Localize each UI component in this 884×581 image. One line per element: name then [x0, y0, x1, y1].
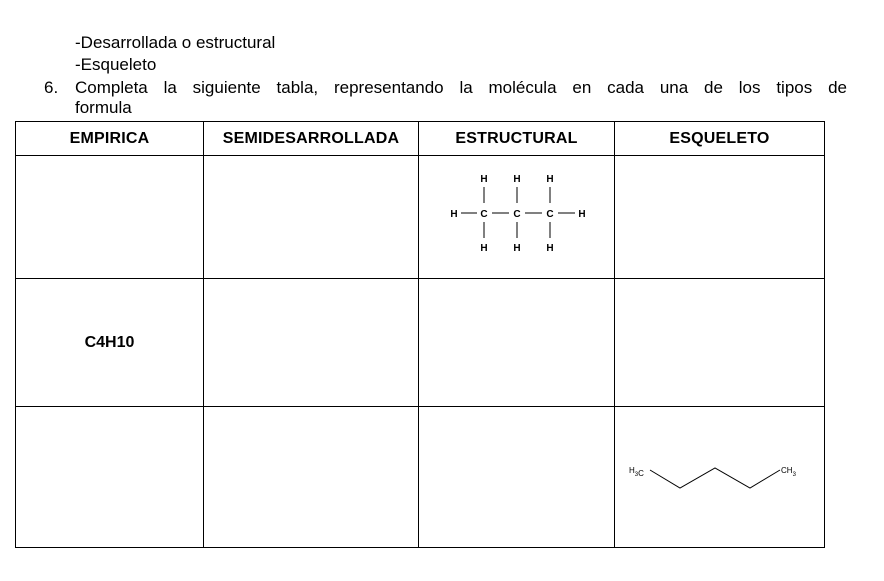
structural-formula-cell — [419, 156, 615, 279]
question-text: Completa la siguiente tabla, representando la molécula en cada una de los tipos de — [75, 78, 847, 97]
atom-label: C — [479, 208, 488, 220]
carbon-chain — [650, 468, 780, 488]
table-row — [16, 156, 825, 279]
table-row — [16, 407, 825, 548]
table-cell — [204, 407, 419, 548]
group-label-right: $CH_3$ — [780, 465, 796, 478]
formula-table — [15, 121, 825, 548]
skeletal-formula-cell — [615, 407, 825, 548]
atom-label: C — [545, 208, 554, 220]
atom-label: H — [545, 173, 554, 185]
skeletal-formula-diagram — [625, 450, 815, 500]
table-cell — [204, 156, 419, 279]
atom-label: H — [512, 242, 521, 254]
empirical-formula-cell: C4H10 — [16, 279, 204, 407]
table-cell — [204, 279, 419, 407]
atom-label: H — [512, 173, 521, 185]
header-semidesarrollada: SEMIDESARROLLADA — [204, 122, 419, 156]
list-item-esqueleto: -Esqueleto — [75, 55, 157, 74]
header-empirica: EMPIRICA — [16, 122, 204, 156]
atom-label: C — [512, 208, 521, 220]
question-number: 6. — [44, 78, 59, 97]
table-cell — [615, 279, 825, 407]
table-cell — [419, 407, 615, 548]
list-item-desarrollada: -Desarrollada o estructural — [75, 33, 276, 52]
table-header-row — [16, 122, 825, 156]
group-label-left: $H_3C$ — [628, 465, 644, 478]
atom-label: H — [479, 242, 488, 254]
structural-formula-diagram — [447, 170, 587, 260]
atom-label: H — [545, 242, 554, 254]
table-row — [16, 279, 825, 407]
atom-label: H — [479, 173, 488, 185]
header-estructural: ESTRUCTURAL — [419, 122, 615, 156]
atom-label: H — [449, 208, 458, 220]
table-cell — [16, 407, 204, 548]
table-cell — [419, 279, 615, 407]
table-cell — [615, 156, 825, 279]
header-esqueleto: ESQUELETO — [615, 122, 825, 156]
atom-label: H — [577, 208, 586, 220]
question-text-continuation: formula — [75, 98, 132, 117]
table-cell — [16, 156, 204, 279]
